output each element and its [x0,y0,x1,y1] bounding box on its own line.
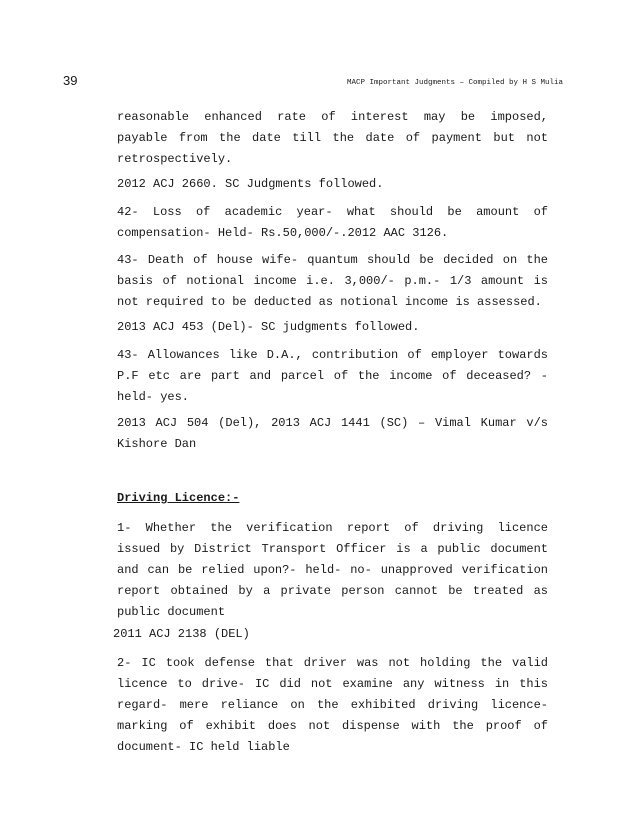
paragraph-interest-rate: reasonable enhanced rate of interest may be imposed, payable from the date till the date of payment but not retrospectively. [117,110,548,166]
paragraph-citation-2138: 2011 ACJ 2138 (DEL) [113,627,250,641]
page-number: 39 [63,73,78,88]
paragraph-allowances: 43- Allowances like D.A., contribution of employer towards P.F etc are part and parcel of the income of deceased? - held- yes. [117,348,548,404]
paragraph-ic-defense: 2- IC took defense that driver was not holding the valid licence to drive- IC did not examine any witness in this regard- mere reliance on the exhibited driving licence-marking of exhibit does not dispense with the proof of document- IC held liable [117,656,548,754]
paragraph-citation-453: 2013 ACJ 453 (Del)- SC judgments followed. [117,320,420,334]
paragraph-citation-504: 2013 ACJ 504 (Del), 2013 ACJ 1441 (SC) – Vimal Kumar v/s Kishore Dan [117,416,548,451]
paragraph-citation-2660: 2012 ACJ 2660. SC Judgments followed. [117,177,384,191]
paragraph-house-wife: 43- Death of house wife- quantum should be decided on the basis of notional income i.e. 3,000/- p.m.- 1/3 amount is not required to be deducted as notional income is assessed. [117,253,548,309]
section-heading-driving-licence: Driving Licence:- [117,491,240,505]
paragraph-academic-year: 42- Loss of academic year- what should be amount of compensation- Held- Rs.50,000/-.2012 AAC 3126. [117,205,548,240]
running-header: MACP Important Judgments – Compiled by H S Mulia [346,79,563,87]
paragraph-verification-report: 1- Whether the verification report of driving licence issued by District Transport Officer is a public document and can be relied upon?- held- no- unapproved verification report obtained by a private person cannot be treated as public document [117,521,548,619]
